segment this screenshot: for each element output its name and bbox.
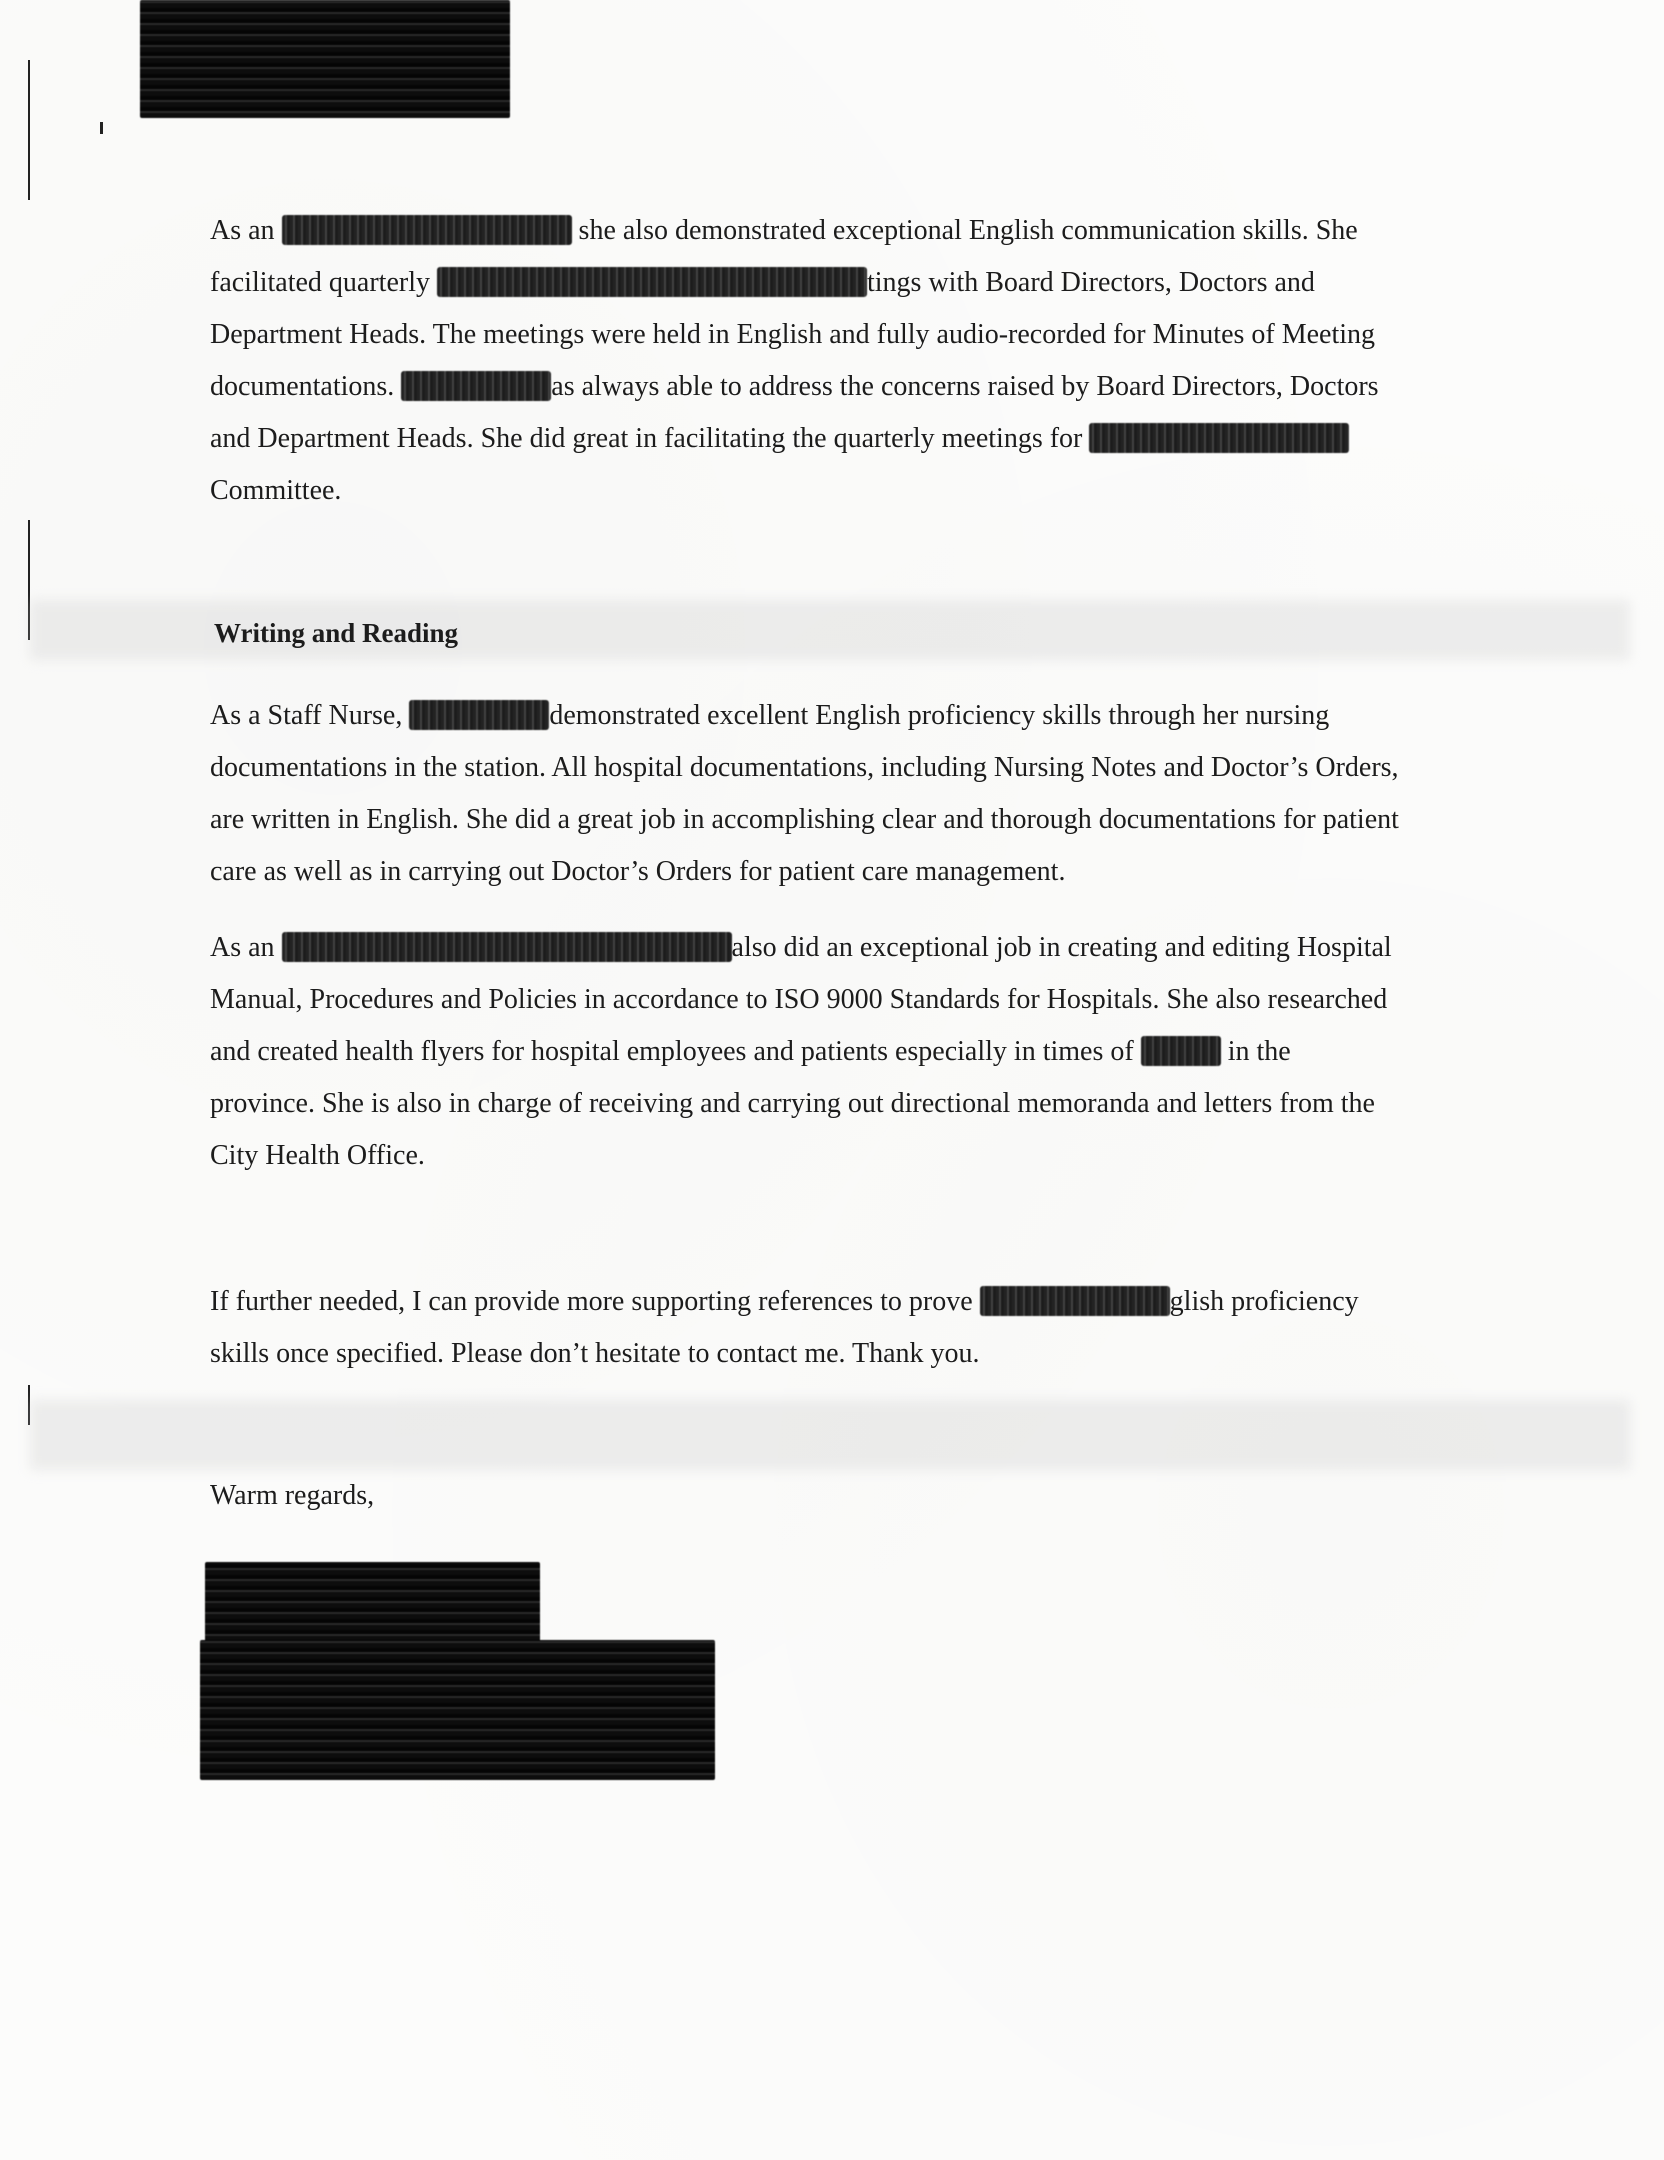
redacted-header-block — [140, 0, 510, 118]
closing-salutation — [210, 1470, 1460, 1522]
redaction-mark — [282, 932, 732, 962]
text-segment: tings with Board Directors, Doctors and — [867, 267, 1315, 298]
redacted-signature-block — [200, 1640, 715, 1780]
text-segment: As an — [210, 215, 275, 246]
paragraph-staff-nurse — [210, 690, 1460, 898]
text-line: documentations in the station. All hospital documentations, including Nursing Notes and Doctor’s Orders, — [210, 752, 1399, 783]
paragraph-closing-statement — [210, 1276, 1460, 1380]
text-segment: and created health flyers for hospital employees and patients especially in times of — [210, 1036, 1134, 1067]
text-segment: demonstrated excellent English proficiency skills through her nursing — [549, 700, 1330, 731]
text-segment: facilitated quarterly — [210, 267, 430, 298]
redaction-mark — [980, 1286, 1170, 1316]
text-segment: and Department Heads. She did great in facilitating the quarterly meetings for — [210, 423, 1083, 454]
text-line — [210, 1276, 1460, 1328]
text-segment: As a Staff Nurse, — [210, 700, 403, 731]
text-segment: documentations. — [210, 371, 395, 402]
text-line: are written in English. She did a great job in accomplishing clear and thorough documentations for patient — [210, 804, 1399, 835]
redaction-mark — [282, 215, 572, 245]
text-line — [210, 361, 1460, 413]
text-line — [210, 690, 1460, 742]
text-segment: she also demonstrated exceptional English communication skills. She — [578, 215, 1358, 246]
redaction-mark — [1089, 423, 1349, 453]
paragraph-documentation — [210, 922, 1460, 1182]
text-line — [210, 922, 1460, 974]
section-heading: Writing and Reading — [214, 618, 459, 648]
text-line: Department Heads. The meetings were held in English and fully audio-recorded for Minutes of Meeting — [210, 319, 1376, 350]
scan-margin-dot — [100, 122, 103, 134]
redaction-mark — [401, 371, 551, 401]
text-line — [210, 1026, 1460, 1078]
text-line — [210, 205, 1460, 257]
text-segment: also did an exceptional job in creating and editing Hospital — [731, 932, 1392, 963]
text-line — [210, 257, 1460, 309]
text-line: Committee. — [210, 475, 342, 506]
text-segment: glish proficiency — [1169, 1286, 1359, 1317]
text-segment: If further needed, I can provide more supporting references to prove — [210, 1286, 973, 1317]
text-line: skills once specified. Please don’t hesitate to contact me. Thank you. — [210, 1338, 980, 1369]
text-segment: as always able to address the concerns raised by Board Directors, Doctors — [551, 371, 1379, 402]
scan-smudge — [30, 1400, 1630, 1470]
redaction-mark — [409, 700, 549, 730]
scan-margin-line — [28, 60, 30, 200]
text-line: Manual, Procedures and Policies in accordance to ISO 9000 Standards for Hospitals. She also researched — [210, 984, 1388, 1015]
text-line: province. She is also in charge of receiving and carrying out directional memoranda and letters from the — [210, 1088, 1375, 1119]
redaction-mark — [1141, 1036, 1221, 1066]
text-line: Warm regards, — [210, 1480, 375, 1511]
redacted-signature-block — [205, 1562, 540, 1652]
redaction-mark — [437, 267, 867, 297]
paragraph-leadership — [210, 205, 1460, 517]
text-line: care as well as in carrying out Doctor’s Orders for patient care management. — [210, 856, 1066, 887]
text-line — [210, 413, 1460, 465]
text-segment: in the — [1227, 1036, 1291, 1067]
text-segment: As an — [210, 932, 275, 963]
text-line: City Health Office. — [210, 1140, 425, 1171]
